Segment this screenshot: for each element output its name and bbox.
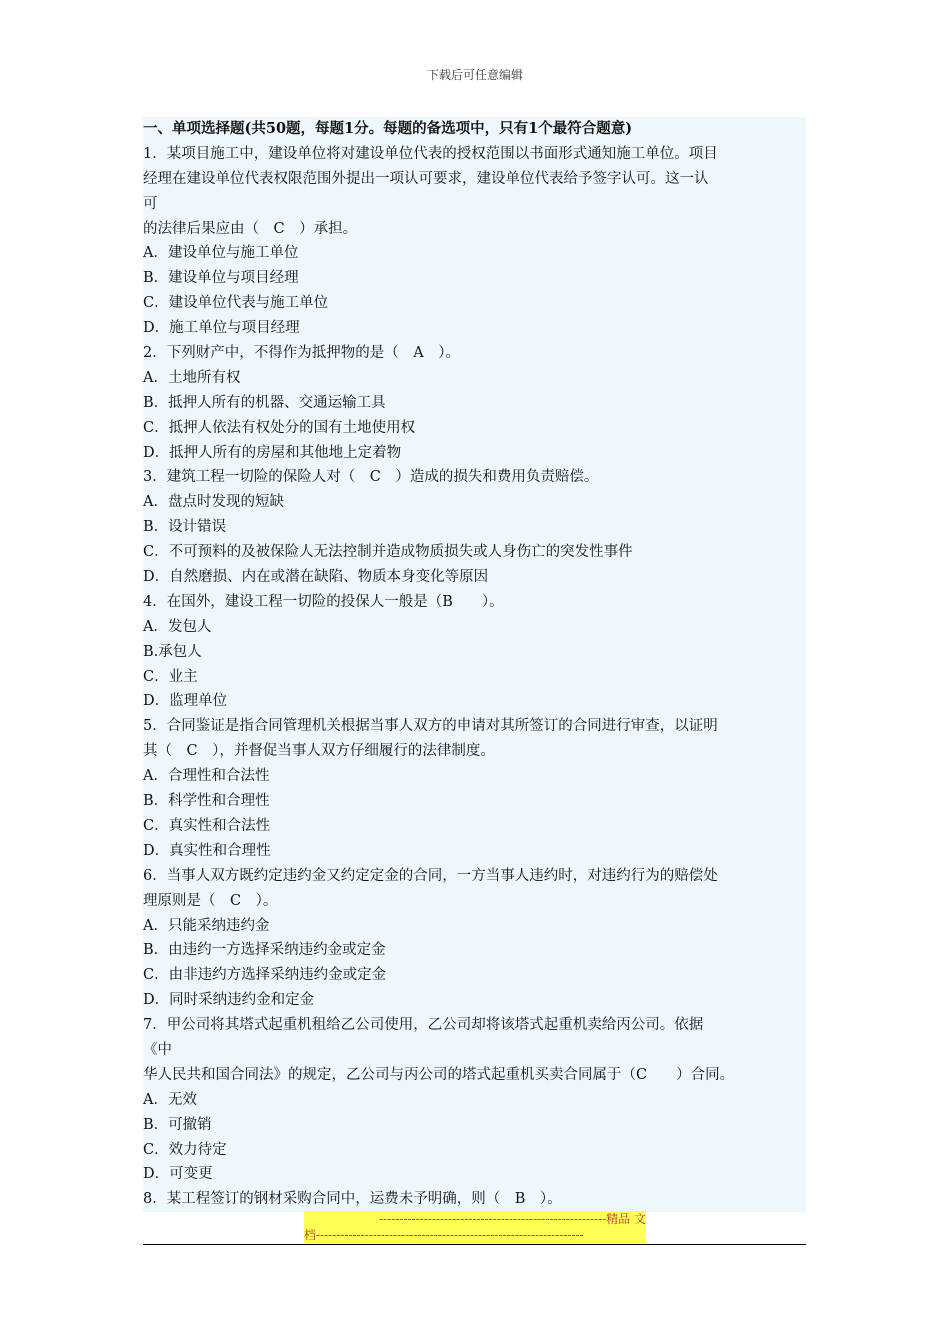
text-line: D．施工单位与项目经理 [143, 320, 300, 337]
text-line: 华人民共和国合同法》的规定，乙公司与丙公司的塔式起重机买卖合同属于（C ）合同。 [143, 1066, 735, 1083]
text-line: C．真实性和合法性 [143, 817, 271, 834]
text-line: D．可变更 [143, 1166, 213, 1183]
text-line: C．业主 [143, 668, 198, 685]
text-line: C．不可预料的及被保险人无法控制并造成物质损失或人身伤亡的突发性事件 [143, 544, 633, 561]
text-line: B.承包人 [143, 643, 202, 660]
text-line: 可 [143, 195, 158, 212]
text-line: 的法律后果应由（ C ）承担。 [143, 220, 358, 237]
text-line: B．抵押人所有的机器、交通运输工具 [143, 394, 386, 411]
page-footer [304, 1211, 646, 1243]
text-line: C．效力待定 [143, 1141, 227, 1158]
text-line: D．自然磨损、内在或潜在缺陷、物质本身变化等原因 [143, 569, 489, 586]
text-line: B．由违约一方选择采纳违约金或定金 [143, 942, 386, 959]
footer-line-1: --------------------------------------------------------精品 文 [379, 1212, 646, 1226]
text-line: A．建设单位与施工单位 [143, 245, 299, 262]
text-line: A．无效 [143, 1091, 197, 1108]
text-line: D．真实性和合理性 [143, 842, 271, 859]
text-line: B．可撤销 [143, 1116, 212, 1133]
text-line: A．只能采纳违约金 [143, 917, 270, 934]
text-line: 1．某项目施工中，建设单位将对建设单位代表的授权范围以书面形式通知施工单位。项目 [143, 145, 718, 162]
text-line: 经理在建设单位代表权限范围外提出一项认可要求，建设单位代表给予签字认可。这一认 [143, 170, 709, 187]
text-line: 3．建筑工程一切险的保险人对（ C ）造成的损失和费用负责赔偿。 [143, 469, 599, 486]
text-line: B．科学性和合理性 [143, 793, 270, 810]
text-line: A．合理性和合法性 [143, 768, 270, 785]
text-line: D．同时采纳违约金和定金 [143, 992, 315, 1009]
text-line: D．监理单位 [143, 693, 228, 710]
text-line: A．发包人 [143, 618, 212, 635]
text-line: 5．合同鉴证是指合同管理机关根据当事人双方的申请对其所签订的合同进行审查，以证明 [143, 718, 718, 735]
text-line: A．盘点时发现的短缺 [143, 494, 284, 511]
text-line: B．建设单位与项目经理 [143, 270, 299, 287]
text-line: C．建设单位代表与施工单位 [143, 295, 329, 312]
text-line: 理原则是（ C ）。 [143, 892, 278, 909]
document-body [143, 117, 806, 1212]
page-header: 下载后可任意编辑 [426, 68, 523, 82]
text-line: C．由非违约方选择采纳违约金或定金 [143, 967, 387, 984]
footer-line-2: 档------------------------------------------------------------------ [304, 1228, 584, 1242]
text-line: 7．甲公司将其塔式起重机租给乙公司使用，乙公司却将该塔式起重机卖给丙公司。依据 [143, 1017, 704, 1034]
text-line: C．抵押人依法有权处分的国有土地使用权 [143, 419, 416, 436]
text-line: 2．下列财产中，不得作为抵押物的是（ A ）。 [143, 345, 460, 362]
text-line: 8．某工程签订的钢材采购合同中，运费未予明确，则（ B ）。 [143, 1191, 562, 1208]
text-line: A．土地所有权 [143, 369, 241, 386]
text-line: 《中 [143, 1041, 172, 1058]
text-line: B．设计错误 [143, 519, 227, 536]
section-title: 一、单项选择题(共50题，每题1分。每题的备选项中，只有1个最符合题意) [143, 120, 633, 137]
text-line: D．抵押人所有的房屋和其他地上定着物 [143, 444, 402, 461]
text-line: 4．在国外，建设工程一切险的投保人一般是（B ）。 [143, 593, 504, 610]
text-line: 6．当事人双方既约定违约金又约定定金的合同，一方当事人违约时，对违约行为的赔偿处 [143, 867, 718, 884]
footer-divider [143, 1244, 806, 1245]
text-line: 其（ C ），并督促当事人双方仔细履行的法律制度。 [143, 743, 495, 760]
